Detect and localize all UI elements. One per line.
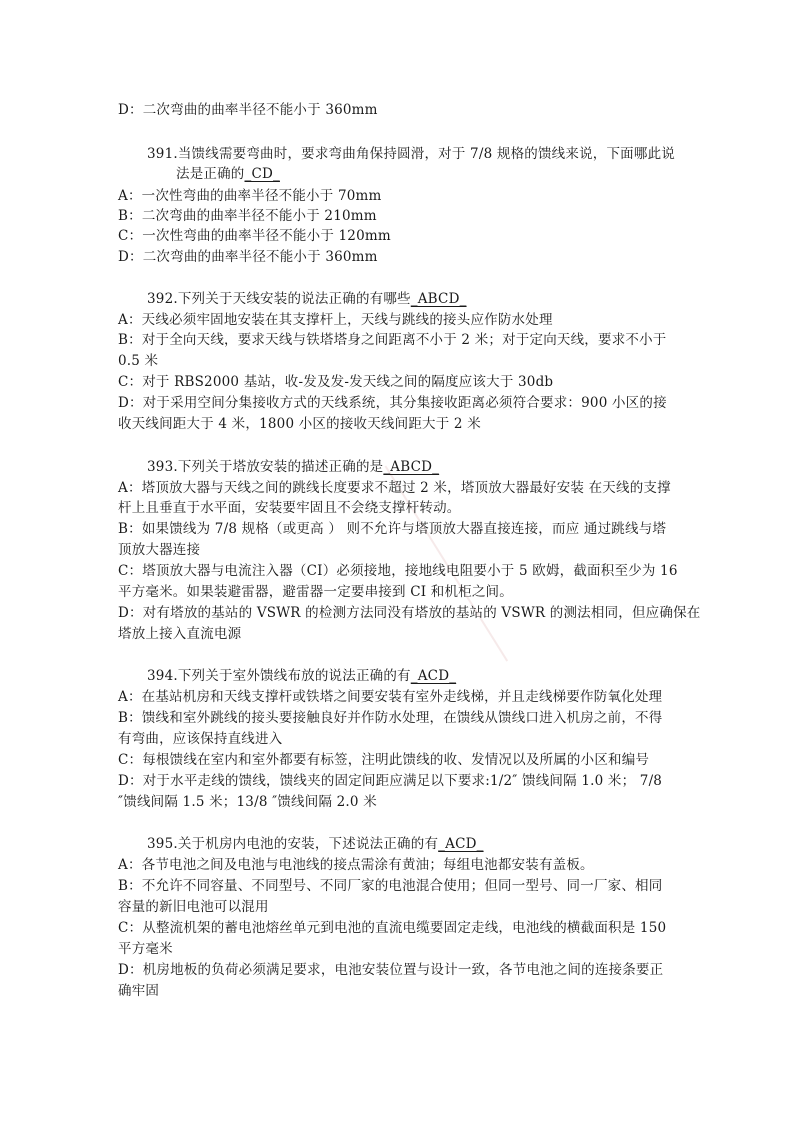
question-394-title: 394.下列关于室外馈线布放的说法正确的有_ACD_ <box>147 668 457 684</box>
option-line: C：从整流机架的蓄电池熔丝单元到电池的直流电缆要固定走线，电池线的横截面积是 150 <box>118 920 667 936</box>
answer-key: _ABCD_ <box>410 291 467 307</box>
question-392-title: 392.下列关于天线安装的说法正确的有哪些_ABCD_ <box>147 291 467 307</box>
option-line: D：机房地板的负荷必须满足要求，电池安装位置与设计一致，各节电池之间的连接条要正 <box>118 962 664 978</box>
option-line: A：各节电池之间及电池与电池线的接点需涂有黄油；每组电池都安装有盖板。 <box>118 857 594 873</box>
question-391-title: 391.当馈线需要弯曲时，要求弯曲角保持圆滑，对于 7/8 规格的馈线来说，下面哪此说 <box>147 146 675 162</box>
option-line: D：对于采用空间分集接收方式的天线系统，其分集接收距离必须符合要求：900 小区的接 <box>118 395 667 411</box>
answer-key: _ACD_ <box>438 836 484 852</box>
option-line: B：不允许不同容量、不同型号、不同厂家的电池混合使用；但同一型号、同一厂家、相同 <box>118 878 663 894</box>
answer-key: _ABCD_ <box>383 459 440 475</box>
answer-key: _CD_ <box>244 166 280 182</box>
option-line: D：对有塔放的基站的 VSWR 的检测方法同没有塔放的基站的 VSWR 的测法相同，但应确保在 <box>118 605 701 621</box>
option-line: ″馈线间隔 1.5 米；13/8 ″馈线间隔 2.0 米 <box>118 794 377 810</box>
option-line: B：如果馈线为 7/8 规格（或更高 ） 则不允许与塔顶放大器直接连接，而应 通过跳线与塔 <box>118 521 667 537</box>
option-line: 塔放上接入直流电源 <box>118 626 242 642</box>
option-line: C：塔顶放大器与电流注入器（CI）必须接地，接地线电阻要小于 5 欧姆，截面积至少为 16 <box>118 563 678 579</box>
option-line: D：二次弯曲的曲率半径不能小于 360mm <box>118 102 378 118</box>
option-line: 平方毫米 <box>118 941 173 957</box>
option-line: 容量的新旧电池可以混用 <box>118 899 269 915</box>
option-line: 0.5 米 <box>118 353 159 369</box>
option-line: A：天线必须牢固地安装在其支撑杆上，天线与跳线的接头应作防水处理 <box>118 312 553 328</box>
option-line: 平方毫米。如果装避雷器，避雷器一定要串接到 CI 和机柜之间。 <box>118 584 513 600</box>
option-line: A：在基站机房和天线支撑杆或铁塔之间要安装有室外走线梯，并且走线梯要作防氧化处理 <box>118 689 663 705</box>
question-395-title: 395.关于机房内电池的安装，下述说法正确的有_ACD_ <box>147 836 484 852</box>
option-line: D：二次弯曲的曲率半径不能小于 360mm <box>118 249 378 265</box>
option-line: B：对于全向天线，要求天线与铁塔塔身之间距离不小于 2 米；对于定向天线，要求不小于 <box>118 332 667 348</box>
option-line: 收天线间距大于 4 米，1800 小区的接收天线间距大于 2 米 <box>118 416 481 432</box>
question-391-title-cont: 法是正确的_CD_ <box>176 166 280 182</box>
option-line: 有弯曲，应该保持直线进入 <box>118 731 283 747</box>
option-line: 顶放大器连接 <box>118 542 201 558</box>
answer-key: _ACD_ <box>410 668 457 684</box>
option-line: 杆上且垂直于水平面，安装要牢固且不会绕支撑杆转动。 <box>118 500 461 516</box>
option-line: B：馈线和室外跳线的接头要接触良好并作防水处理，在馈线从馈线口进入机房之前，不得 <box>118 710 663 726</box>
option-line: C：对于 RBS2000 基站，收-发及发-发天线之间的隔度应该大于 30db <box>118 374 554 390</box>
option-line: C：每根馈线在室内和室外都要有标签，注明此馈线的收、发情况以及所属的小区和编号 <box>118 752 650 768</box>
option-line: C：一次性弯曲的曲率半径不能小于 120mm <box>118 228 391 244</box>
option-line: A：塔顶放大器与天线之间的跳线长度要求不超过 2 米，塔顶放大器最好安装 在天线的支撑 <box>118 480 671 496</box>
question-393-title: 393.下列关于塔放安装的描述正确的是_ABCD_ <box>147 459 440 475</box>
option-line: D：对于水平走线的馈线，馈线夹的固定间距应满足以下要求:1/2″ 馈线间隔 1.0 米； 7/8 <box>118 773 663 789</box>
option-line: A：一次性弯曲的曲率半径不能小于 70mm <box>118 188 382 204</box>
option-line: 确牢固 <box>118 983 160 999</box>
option-line: B：二次弯曲的曲率半径不能小于 210mm <box>118 208 377 224</box>
